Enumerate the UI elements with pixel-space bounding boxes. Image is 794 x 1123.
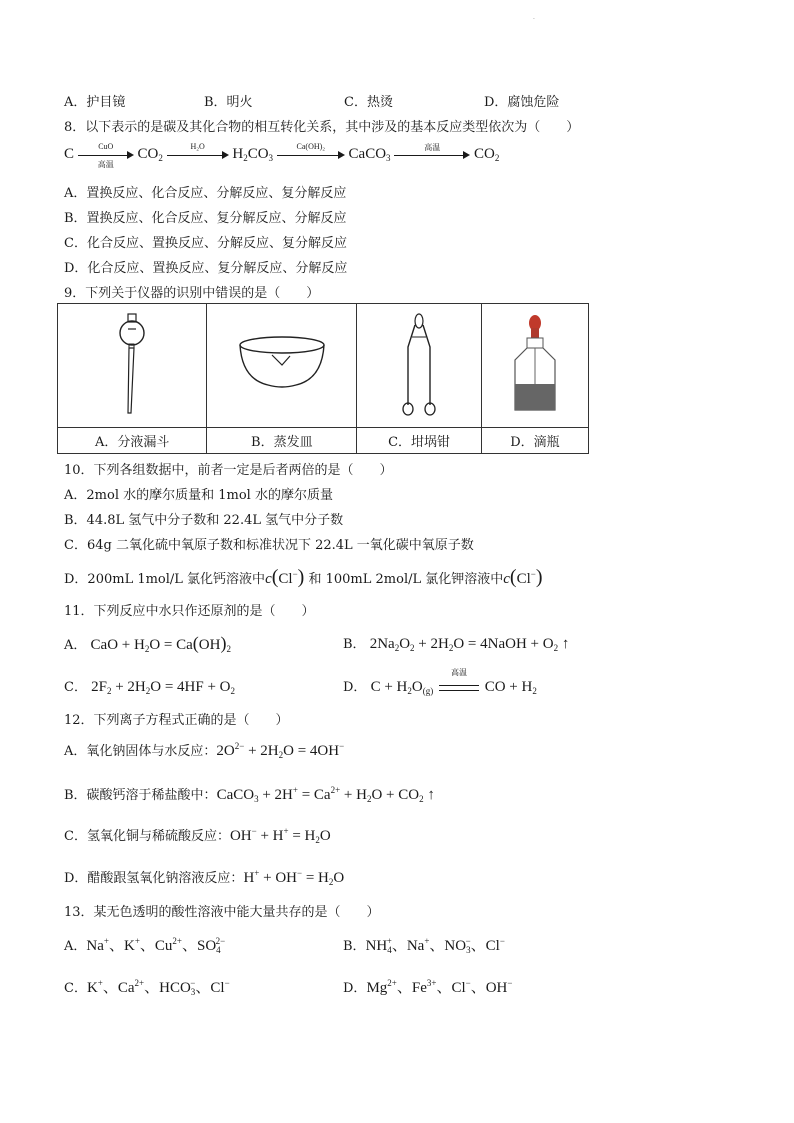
q13-stem: 13．某无色透明的酸性溶液中能大量共存的是（ ）: [64, 905, 380, 920]
instrument-label-b: B．蒸发皿: [207, 428, 357, 454]
equation-d: $C + H_2O_{(g)}$ 高温 CO + $H_2$: [370, 668, 537, 696]
q12-option-d: D．醋酸跟氢氧化钠溶液反应：$H^+ + OH^- = H_2O$: [64, 868, 345, 887]
equation-c: $2F_2 + 2H_2O = 4HF + O_2$: [91, 679, 235, 696]
q7-option-c: C．热烫: [344, 95, 393, 110]
q10-option-a: A．2mol 水的摩尔质量和 1mol 水的摩尔质量: [64, 488, 333, 503]
q13-option-c: C．K+、$Ca^{2+}$、$HCO_3^-$、Cl−: [64, 978, 230, 997]
instrument-label-a: A．分液漏斗: [58, 428, 207, 454]
q8-stem: 8．以下表示的是碳及其化合物的相互转化关系，其中涉及的基本反应类型依次为（ ）: [64, 120, 580, 135]
evaporating-dish-icon: [232, 329, 332, 399]
arrow-1: CuO 高温: [78, 148, 134, 162]
q13-option-d: D．$Mg^{2+}$、$Fe^{3+}$、Cl−、OH−: [343, 978, 513, 996]
q13-option-b: B．$NH_4^+$、Na+、$NO_3^-$、Cl−: [343, 936, 505, 955]
q8-option-a: A．置换反应、化合反应、分解反应、复分解反应: [64, 186, 347, 201]
q10-option-d: D．200mL 1mol/L 氯化钙溶液中c(Cl−) 和 100mL 2mol/L 氯化钾溶液中c(Cl−): [64, 566, 543, 588]
arrow-4: 高温: [394, 148, 470, 162]
q10-stem: 10．下列各组数据中，前者一定是后者两倍的是（ ）: [64, 463, 393, 478]
q12-option-c: C．氢氧化铜与稀硫酸反应：$OH^- + H^+ = H_2O$: [64, 826, 331, 845]
q12-stem: 12．下列离子方程式正确的是（ ）: [64, 713, 289, 728]
q7-option-a: A．护目镜: [64, 95, 126, 110]
q11-option-a: A． CaO + $H_2O = Ca(OH)_2$: [64, 633, 231, 654]
dropping-bottle-icon: [505, 314, 565, 414]
q11-option-c: C． $2F_2 + 2H_2O = 4HF + O_2$: [64, 679, 235, 696]
instrument-table: [57, 303, 589, 454]
q11-stem: 11．下列反应中水只作还原剂的是（ ）: [64, 604, 315, 619]
q11-option-b: B． $2Na_2O_2 + 2H_2O$ = 4NaOH + $O_2$ ↑: [343, 636, 570, 653]
equation-a: CaO + $H_2O = Ca(OH)_2$: [90, 633, 231, 654]
q10-option-c: C．64g 二氧化硫中氧原子数和标准状况下 22.4L 一氧化碳中氧原子数: [64, 538, 474, 553]
q8-option-c: C．化合反应、置换反应、分解反应、复分解反应: [64, 236, 347, 251]
separatory-funnel-icon: [102, 309, 162, 419]
instrument-label-d: D．滴瓶: [481, 428, 588, 454]
separatory-funnel-cell: [58, 304, 207, 428]
corner-mark: ·: [533, 16, 535, 23]
crucible-tongs-icon: [394, 309, 444, 419]
instrument-label-c: C．坩埚钳: [357, 428, 482, 454]
q11-option-d: D． $C + H_2O_{(g)}$ 高温 CO + $H_2$: [343, 668, 537, 696]
evaporating-dish-cell: [207, 304, 357, 428]
equation-b: $2Na_2O_2 + 2H_2O$ = 4NaOH + $O_2$ ↑: [369, 636, 570, 653]
q9-stem: 9．下列关于仪器的识别中错误的是（ ）: [64, 286, 320, 301]
arrow-3: Ca(OH)₂: [277, 148, 345, 162]
q12-option-a: A．氧化钠固体与水反应：$2O^{2-} + 2H_2O = 4OH^-$: [64, 741, 345, 760]
q10-option-b: B．44.8L 氢气中分子数和 22.4L 氢气中分子数: [64, 513, 344, 528]
q7-option-b: B．明火: [204, 95, 253, 110]
q13-option-a: A．Na+、K+、$Cu^{2+}$、$SO_4^{2-}$: [64, 936, 226, 955]
arrow-2: H₂O: [167, 148, 229, 162]
q7-option-d: D．腐蚀危险: [484, 95, 560, 110]
q12-option-b: B．碳酸钙溶于稀盐酸中：CaCO$_3$ + $2H^+ = Ca^{2+} + H_2O + CO_2$ ↑: [64, 785, 435, 804]
q8-option-d: D．化合反应、置换反应、复分解反应、分解反应: [64, 261, 348, 276]
q8-option-b: B．置换反应、化合反应、复分解反应、分解反应: [64, 211, 347, 226]
q8-conversion-chain: C CuO 高温 $CO_2$ H₂O $H_2CO_3$ Ca(OH)₂ CaCO$_3$ 高温 $CO_2$: [64, 141, 500, 169]
crucible-tongs-cell: [357, 304, 482, 428]
dropping-bottle-cell: [481, 304, 588, 428]
